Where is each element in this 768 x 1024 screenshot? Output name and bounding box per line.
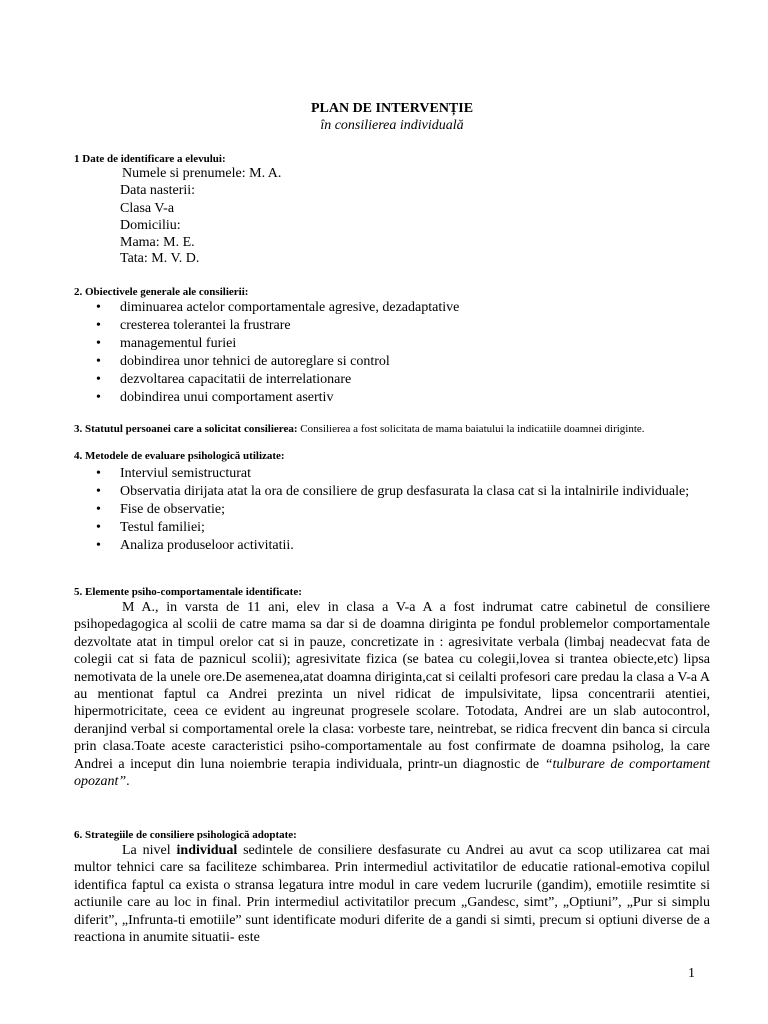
section-6-heading: 6. Strategiile de consiliere psihologică adoptate: [74, 829, 297, 841]
list-item: • dobindirea unui comportament asertiv [74, 389, 710, 407]
list-item: • Observatia dirijata atat la ora de consiliere de grup desfasurata la clasa cat si la intalnirile individuale; [74, 483, 710, 501]
list-item: • Testul familiei; [74, 519, 710, 537]
section-3-heading: 3. Statutul persoanei care a solicitat consilierea: [74, 423, 298, 435]
section-6-pre: La nivel [122, 843, 171, 858]
list-item: • Fise de observatie; [74, 501, 710, 519]
page-number: 1 [688, 966, 695, 981]
section-5-text: M A., in varsta de 11 ani, elev in clasa a V-a A a fost indrumat catre cabinetul de consiliere psihopedagogica al scolii de catre mama sa dar si de doamna diriginta pe fondul problemelor comportamentale dezvoltate atat in timpul orelor cat si in pauze, concretizate in : agresivitate verbala (limbaj neadecvat fata de colegii cat si fata de paznicul scolii); agresivitate fizica (se batea cu colegii,lovea si trantea obiecte,etc) lipsa nemotivata de la unele ore.De asemenea,atat doamna diriginta,cat si ceilalti profesori care predau la clasa a V-a A au mentionat faptul ca Andrei prezinta un nivel ridicat de impulsivitate, lipsa concentrarii atentiei, hipermotricitate, ceea ce evident au ingreunat progresele scolare. Totodata, Andrei are un slab autocontrol, deranjind verbal si comportamental orele la clasa: vorbeste tare, neintrebat, se ridica frecvent din banca si circula prin clasa.Toate aceste caracteristici psiho-comportamentale au fost confirmate de doamna psiholog, la care Andrei a inceput din luna noiembrie terapia individuala, printr-un diagnostic de [74, 600, 710, 772]
section-6-paragraph [74, 842, 710, 946]
list-item: • managementul furiei [74, 335, 710, 353]
list-item: • dezvoltarea capacitatii de interrelationare [74, 371, 710, 389]
diagnosis-quote: “tulburare de comportament opozant” [74, 756, 710, 790]
field-class: Clasa V-a [120, 201, 175, 216]
section-6-text: sedintele de consiliere desfasurate cu Andrei au avut ca scop utilizarea cat mai multor tehnici care sa faciliteze schimbarea. Prin intermediul activitatilor de educatie rational-emotiva copilul identifica faptul ca exista o stransa legatura intre modul in care vedem lucrurile (gandim), emotiile resimtite si actiunile care au loc in final. Prin intermediul activitatilor precum „Gandesc, simt”, „Optiuni”, „Pur si simplu diferit”, „Infrunta-ti emotiile” sunt identificate moduri diferite de a gandi si simti, precum si optiuni diverse de a reactiona in anumite situatii- este [74, 843, 711, 946]
field-birth-date: Data nasterii: [120, 183, 196, 198]
list-item: • diminuarea actelor comportamentale agresive, dezadaptative [74, 299, 710, 317]
field-name: Numele si prenumele: M. A. [122, 166, 282, 181]
section-3-text: Consilierea a fost solicitata de mama baiatului la indicatiile doamnei diriginte. [300, 423, 645, 435]
methods-list [74, 465, 710, 555]
field-address: Domiciliu: [120, 218, 181, 233]
field-mother: Mama: M. E. [120, 235, 195, 250]
document-subtitle: în consilierea individuală [320, 118, 464, 133]
section-5-end: . [126, 774, 130, 790]
section-2-heading: 2. Obiectivele generale ale consilierii: [74, 286, 249, 298]
document-title: PLAN DE INTERVENȚIE [310, 101, 474, 116]
section-4-heading: 4. Metodele de evaluare psihologică utilizate: [74, 450, 285, 462]
list-item: • Interviul semistructurat [74, 465, 710, 483]
list-item: • dobindirea unor tehnici de autoreglare si control [74, 353, 710, 371]
section-1-heading: 1 Date de identificare a elevului: [74, 153, 226, 165]
section-5-paragraph [74, 599, 710, 790]
field-father: Tata: M. V. D. [120, 251, 200, 266]
list-item: • Analiza produseloor activitatii. [74, 537, 710, 555]
objectives-list [74, 299, 710, 407]
section-6-bold: individual [176, 843, 238, 858]
list-item: • cresterea tolerantei la frustrare [74, 317, 710, 335]
section-5-heading: 5. Elemente psiho-comportamentale identificate: [74, 586, 302, 598]
section-3-block [74, 423, 710, 436]
